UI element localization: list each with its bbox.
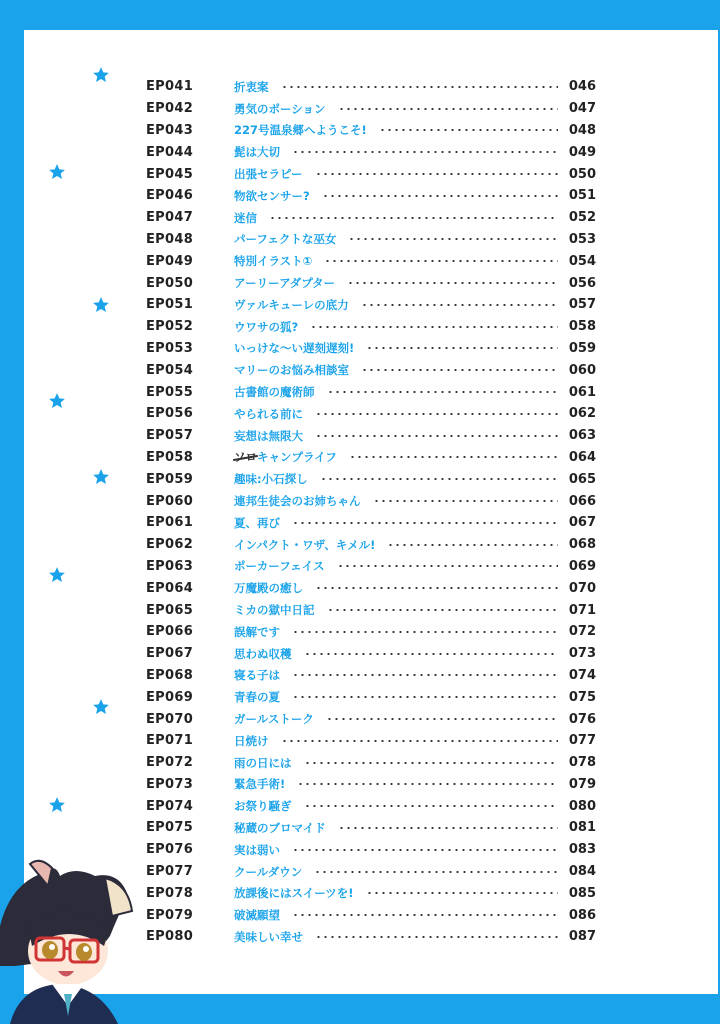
dot-leader	[322, 195, 558, 197]
episode-number: EP054	[146, 362, 194, 378]
episode-title[interactable]	[234, 362, 357, 378]
dot-leader	[320, 478, 558, 480]
episode-number: EP052	[146, 319, 194, 335]
episode-number: EP079	[146, 907, 194, 923]
episode-title[interactable]	[234, 428, 311, 444]
toc-row[interactable]	[146, 730, 596, 752]
episode-title-text: アーリーアダプター	[234, 276, 335, 291]
dot-leader	[281, 86, 559, 88]
episode-title[interactable]	[234, 144, 288, 160]
dot-leader	[361, 304, 558, 306]
toc-row[interactable]	[146, 359, 596, 381]
page-number: 086	[568, 907, 596, 923]
page-number: 050	[568, 166, 596, 182]
episode-number: EP076	[146, 842, 194, 858]
episode-number: EP044	[146, 144, 194, 160]
toc-row[interactable]	[146, 250, 596, 272]
dot-leader	[315, 587, 558, 589]
episode-title[interactable]	[234, 842, 288, 858]
dot-leader	[338, 108, 558, 110]
episode-title-text: パーフェクトな巫女	[234, 232, 337, 247]
episode-title-text: 実は弱い	[234, 842, 280, 857]
episode-title-text: いっけな〜い遅刻遅刻!	[234, 341, 355, 356]
episode-title[interactable]	[234, 558, 333, 574]
page-number: 046	[568, 79, 596, 95]
episode-title-text: ヴァルキューレの底力	[234, 297, 349, 312]
page-number: 068	[568, 537, 596, 553]
episode-title-text: マリーのお悩み相談室	[234, 363, 349, 378]
dot-leader	[281, 740, 559, 742]
episode-title-text: 227号温泉郷へようこそ!	[234, 123, 367, 138]
page-number: 067	[568, 515, 596, 531]
dot-leader	[292, 849, 558, 851]
toc-row[interactable]	[146, 708, 596, 730]
page-number: 051	[568, 188, 596, 204]
page-number: 087	[568, 929, 596, 945]
dot-leader	[327, 391, 559, 393]
toc-row[interactable]	[146, 512, 596, 534]
episode-title-text: 寝る子は	[234, 668, 280, 683]
episode-number: EP075	[146, 820, 194, 836]
toc-row[interactable]	[146, 381, 596, 403]
toc-row[interactable]	[146, 141, 596, 163]
toc-row[interactable]	[146, 403, 596, 425]
episode-title-text: ガールストーク	[234, 712, 314, 726]
toc-row[interactable]	[146, 294, 596, 316]
dot-leader	[347, 282, 558, 284]
toc-row[interactable]	[146, 468, 596, 490]
page-number: 076	[568, 711, 596, 727]
page-number: 079	[568, 776, 596, 792]
episode-title-text: インパクト・ワザ、キメル!	[234, 537, 376, 552]
episode-title-text: 誤解です	[234, 624, 280, 639]
page-number: 069	[568, 558, 596, 574]
episode-number: EP078	[146, 885, 194, 901]
dot-leader	[297, 783, 558, 785]
toc-row[interactable]	[146, 98, 596, 120]
toc-row[interactable]	[146, 643, 596, 665]
episode-title[interactable]	[234, 580, 311, 596]
page-number: 066	[568, 493, 596, 509]
page-number: 058	[568, 319, 596, 335]
star-icon	[92, 698, 110, 716]
episode-title-text: ポーカーフェイス	[234, 559, 325, 574]
episode-title[interactable]	[234, 776, 293, 792]
episode-number: EP046	[146, 188, 194, 204]
episode-title[interactable]	[234, 471, 316, 487]
dot-leader	[349, 456, 558, 458]
toc-row[interactable]	[146, 577, 596, 599]
episode-title-text: 緊急手術!	[234, 777, 286, 792]
episode-number: EP073	[146, 776, 194, 792]
episode-number: EP045	[146, 166, 194, 182]
episode-number: EP074	[146, 798, 194, 814]
page-number: 064	[568, 449, 596, 465]
episode-title-text: 美味しい幸せ	[234, 929, 303, 944]
episode-title-text: 特別イラスト①	[234, 254, 313, 269]
toc-row[interactable]	[146, 621, 596, 643]
toc-row[interactable]	[146, 556, 596, 578]
dot-leader	[304, 805, 559, 807]
episode-title-text: キャンプライフ	[257, 450, 337, 465]
toc-row[interactable]	[146, 272, 596, 294]
character-illustration	[0, 856, 140, 1024]
episode-title-text: やられる前に	[234, 406, 303, 421]
toc-row[interactable]	[146, 185, 596, 207]
episode-number: EP062	[146, 537, 194, 553]
episode-title[interactable]	[234, 493, 369, 509]
episode-title-text: 青春の夏	[234, 690, 280, 705]
toc-row[interactable]	[146, 490, 596, 512]
episode-title[interactable]	[234, 297, 357, 313]
page-number: 085	[568, 885, 596, 901]
star-icon	[48, 796, 66, 814]
episode-title[interactable]	[234, 602, 323, 618]
episode-number: EP043	[146, 122, 194, 138]
page-number: 057	[568, 297, 596, 313]
dot-leader	[292, 522, 558, 524]
episode-number: EP061	[146, 515, 194, 531]
dot-leader	[387, 544, 558, 546]
episode-title[interactable]	[234, 624, 288, 640]
page-number: 053	[568, 231, 596, 247]
episode-title[interactable]	[234, 122, 375, 138]
toc-row[interactable]	[146, 686, 596, 708]
toc-row[interactable]	[146, 882, 596, 904]
page-number: 080	[568, 798, 596, 814]
dot-leader	[315, 936, 558, 938]
toc-row[interactable]	[146, 752, 596, 774]
episode-number: EP080	[146, 929, 194, 945]
episode-title[interactable]	[234, 449, 345, 465]
page-number: 060	[568, 362, 596, 378]
dot-leader	[315, 413, 558, 415]
page-number: 084	[568, 864, 596, 880]
toc-row[interactable]	[146, 795, 596, 817]
page-number: 052	[568, 210, 596, 226]
star-icon	[48, 163, 66, 181]
page-number: 073	[568, 646, 596, 662]
star-icon	[48, 392, 66, 410]
episode-title-text: 連邦生徒会のお姉ちゃん	[234, 494, 361, 509]
episode-number: EP070	[146, 711, 194, 727]
episode-number: EP071	[146, 733, 194, 749]
episode-number: EP047	[146, 210, 194, 226]
episode-number: EP060	[146, 493, 194, 509]
page-number: 056	[568, 275, 596, 291]
episode-number: EP069	[146, 689, 194, 705]
dot-leader	[366, 347, 558, 349]
episode-number: EP058	[146, 449, 194, 465]
episode-number: EP064	[146, 580, 194, 596]
star-icon	[92, 66, 110, 84]
toc-row[interactable]	[146, 425, 596, 447]
episode-number: EP072	[146, 755, 194, 771]
episode-number: EP068	[146, 667, 194, 683]
star-icon	[48, 566, 66, 584]
episode-number: EP063	[146, 558, 194, 574]
dot-leader	[292, 674, 558, 676]
page-number: 081	[568, 820, 596, 836]
episode-title[interactable]	[234, 689, 288, 705]
dot-leader	[366, 892, 558, 894]
episode-number: EP059	[146, 471, 194, 487]
page-number: 061	[568, 384, 596, 400]
episode-number: EP048	[146, 231, 194, 247]
episode-title[interactable]	[234, 646, 300, 662]
episode-title-text: 破滅願望	[234, 908, 280, 923]
episode-title[interactable]	[234, 907, 288, 923]
toc-row[interactable]	[146, 534, 596, 556]
dot-leader	[310, 326, 558, 328]
star-icon	[92, 296, 110, 314]
episode-title[interactable]	[234, 711, 322, 727]
episode-title-text: 勇気のポーション	[234, 101, 326, 116]
episode-title[interactable]	[234, 885, 362, 901]
episode-title[interactable]	[234, 210, 265, 226]
episode-title[interactable]	[234, 798, 300, 814]
dot-leader	[373, 500, 559, 502]
toc-row[interactable]	[146, 163, 596, 185]
episode-title[interactable]	[234, 864, 310, 880]
page-number: 078	[568, 755, 596, 771]
episode-title-text: 日焼け	[234, 733, 269, 748]
page-number: 048	[568, 122, 596, 138]
dot-leader	[304, 762, 559, 764]
dot-leader	[337, 565, 558, 567]
dot-leader	[327, 609, 559, 611]
episode-number: EP041	[146, 79, 194, 95]
episode-number: EP050	[146, 275, 194, 291]
episode-number: EP053	[146, 340, 194, 356]
dot-leader	[348, 238, 558, 240]
page-number: 070	[568, 580, 596, 596]
toc-row[interactable]	[146, 207, 596, 229]
page-number: 047	[568, 101, 596, 117]
episode-number: EP042	[146, 101, 194, 117]
dot-leader	[379, 129, 558, 131]
episode-title[interactable]	[234, 406, 311, 422]
toc-row[interactable]	[146, 665, 596, 687]
dot-leader	[326, 718, 558, 720]
page-number: 071	[568, 602, 596, 618]
episode-title[interactable]	[234, 101, 334, 117]
episode-title[interactable]	[234, 166, 311, 182]
episode-title-text: 折衷案	[234, 79, 269, 94]
episode-title-text: 古書館の魔術師	[234, 385, 315, 400]
episode-title-text: 妄想は無限大	[234, 428, 303, 443]
episode-title[interactable]	[234, 515, 288, 531]
episode-title[interactable]	[234, 537, 383, 553]
episode-number: EP067	[146, 646, 194, 662]
dot-leader	[292, 914, 558, 916]
episode-title[interactable]	[234, 319, 306, 335]
episode-number: EP077	[146, 864, 194, 880]
dot-leader	[314, 871, 558, 873]
dot-leader	[315, 173, 558, 175]
toc-row[interactable]	[146, 316, 596, 338]
page-number: 065	[568, 471, 596, 487]
episode-number: EP055	[146, 384, 194, 400]
episode-title[interactable]	[234, 929, 311, 945]
toc-row[interactable]	[146, 839, 596, 861]
dot-leader	[304, 653, 559, 655]
episode-title-text: 思わぬ収穫	[234, 646, 292, 661]
toc-row[interactable]	[146, 447, 596, 469]
episode-title[interactable]	[234, 384, 323, 400]
episode-title-text: 趣味:小石探し	[234, 472, 308, 487]
page-number: 074	[568, 667, 596, 683]
episode-title-text: 万魔殿の癒し	[234, 581, 303, 596]
dot-leader	[324, 260, 558, 262]
episode-title[interactable]	[234, 733, 277, 749]
page-number: 049	[568, 144, 596, 160]
episode-title-text: ミカの獄中日記	[234, 603, 315, 618]
toc-row[interactable]	[146, 774, 596, 796]
page-number: 054	[568, 253, 596, 269]
page-number: 063	[568, 428, 596, 444]
toc-row[interactable]	[146, 76, 596, 98]
episode-title[interactable]	[234, 340, 362, 356]
page-number: 072	[568, 624, 596, 640]
page-number: 077	[568, 733, 596, 749]
dot-leader	[361, 369, 558, 371]
episode-number: EP057	[146, 428, 194, 444]
episode-title-text: 秘蔵のブロマイド	[234, 820, 326, 835]
toc-row[interactable]	[146, 338, 596, 360]
page-number: 062	[568, 406, 596, 422]
struck-title-prefix: ソロ	[234, 450, 257, 465]
episode-number: EP065	[146, 602, 194, 618]
episode-title-text: 迷信	[234, 210, 257, 225]
episode-title-text: お祭り騒ぎ	[234, 799, 292, 814]
episode-title[interactable]	[234, 188, 318, 204]
dot-leader	[292, 631, 558, 633]
dot-leader	[292, 696, 558, 698]
toc-row[interactable]	[146, 120, 596, 142]
episode-title-text: 雨の日には	[234, 755, 292, 770]
page-number: 059	[568, 340, 596, 356]
table-of-contents	[146, 76, 596, 948]
episode-title-text: 出張セラピー	[234, 167, 303, 182]
episode-title-text: ウワサの狐?	[234, 319, 299, 334]
toc-row[interactable]	[146, 904, 596, 926]
episode-number: EP049	[146, 253, 194, 269]
dot-leader	[315, 435, 558, 437]
episode-title[interactable]	[234, 231, 344, 247]
episode-title-text: クールダウン	[234, 864, 303, 879]
toc-row[interactable]	[146, 599, 596, 621]
episode-title-text: 夏、再び	[234, 515, 280, 530]
episode-title[interactable]	[234, 667, 288, 683]
episode-number: EP066	[146, 624, 194, 640]
toc-row[interactable]	[146, 861, 596, 883]
episode-title-text: 髭は大切	[234, 145, 280, 160]
dot-leader	[292, 151, 558, 153]
episode-number: EP051	[146, 297, 194, 313]
star-icon	[92, 468, 110, 486]
episode-title-text: 放課後にはスイーツを!	[234, 886, 354, 901]
page-frame-top	[0, 0, 720, 30]
episode-number: EP056	[146, 406, 194, 422]
episode-title[interactable]	[234, 253, 320, 269]
dot-leader	[338, 827, 558, 829]
toc-row[interactable]	[146, 926, 596, 948]
page-number: 083	[568, 842, 596, 858]
dot-leader	[269, 217, 558, 219]
episode-title[interactable]	[234, 755, 300, 771]
page-number: 075	[568, 689, 596, 705]
episode-title[interactable]	[234, 79, 277, 95]
episode-title-text: 物欲センサー?	[234, 188, 310, 203]
toc-row[interactable]	[146, 817, 596, 839]
toc-row[interactable]	[146, 229, 596, 251]
episode-title[interactable]	[234, 820, 334, 836]
episode-title[interactable]	[234, 275, 343, 291]
